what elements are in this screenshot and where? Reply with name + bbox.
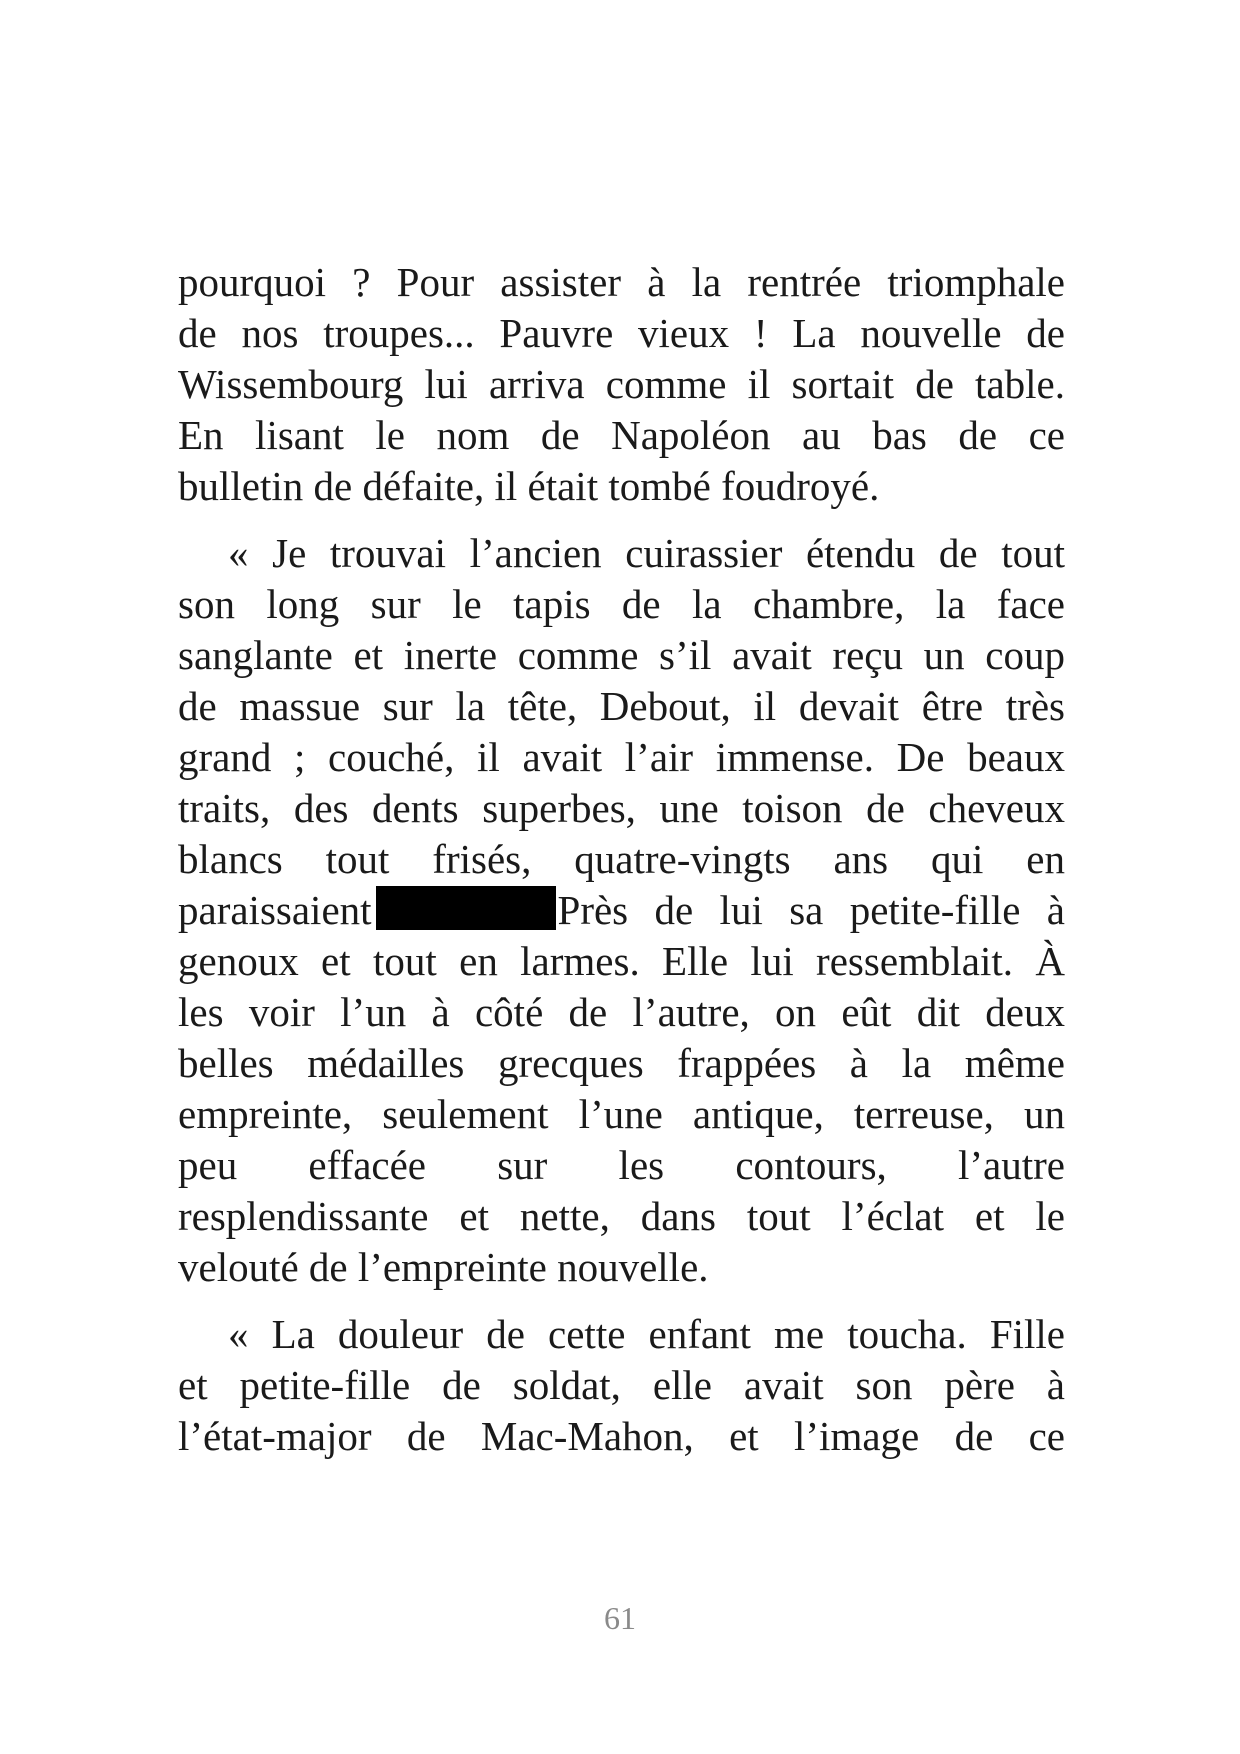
paragraph-2 xyxy=(178,528,1065,1293)
text-line: Wissembourg lui arriva comme il sortait de table. xyxy=(178,361,1065,407)
body-text xyxy=(178,257,1065,1462)
text-line: genoux et tout en larmes. Elle lui ressemblait. À xyxy=(178,938,1065,984)
text-line: bulletin de défaite, il était tombé foudroyé. xyxy=(178,463,880,509)
text-before-redaction: paraissaient xyxy=(178,887,372,933)
text-line: de massue sur la tête, Debout, il devait être très xyxy=(178,683,1065,729)
text-line: blancs tout frisés, quatre-vingts ans qui en xyxy=(178,836,1065,882)
paragraph-1 xyxy=(178,257,1065,512)
text-after-redaction: Près de lui sa petite-fille à xyxy=(557,887,1065,933)
text-line: sanglante et inerte comme s’il avait reçu un coup xyxy=(178,632,1065,678)
text-line: son long sur le tapis de la chambre, la face xyxy=(178,581,1065,627)
text-line: l’état-major de Mac-Mahon, et l’image de ce xyxy=(178,1413,1065,1459)
redacted-text-line xyxy=(178,885,1065,936)
text-line: « La douleur de cette enfant me toucha. Fille xyxy=(228,1311,1065,1357)
paragraph-spacer xyxy=(178,1293,1065,1309)
text-line: « Je trouvai l’ancien cuirassier étendu de tout xyxy=(228,530,1065,576)
text-line: et petite-fille de soldat, elle avait son père à xyxy=(178,1362,1065,1408)
text-line: velouté de l’empreinte nouvelle. xyxy=(178,1244,709,1290)
text-line: traits, des dents superbes, une toison de cheveux xyxy=(178,785,1065,831)
text-line: empreinte, seulement l’une antique, terreuse, un xyxy=(178,1091,1065,1137)
text-line: En lisant le nom de Napoléon au bas de ce xyxy=(178,412,1065,458)
text-line: pourquoi ? Pour assister à la rentrée triomphale xyxy=(178,259,1065,305)
text-line: grand ; couché, il avait l’air immense. De beaux xyxy=(178,734,1065,780)
page-number: 61 xyxy=(604,1600,636,1636)
redaction-box xyxy=(376,886,556,930)
text-line: resplendissante et nette, dans tout l’éclat et le xyxy=(178,1193,1065,1239)
text-line: peu effacée sur les contours, l’autre xyxy=(178,1142,1065,1188)
text-line: belles médailles grecques frappées à la même xyxy=(178,1040,1065,1086)
paragraph-spacer xyxy=(178,512,1065,528)
text-line: les voir l’un à côté de l’autre, on eût dit deux xyxy=(178,989,1065,1035)
text-line: de nos troupes... Pauvre vieux ! La nouvelle de xyxy=(178,310,1065,356)
paragraph-3 xyxy=(178,1309,1065,1462)
